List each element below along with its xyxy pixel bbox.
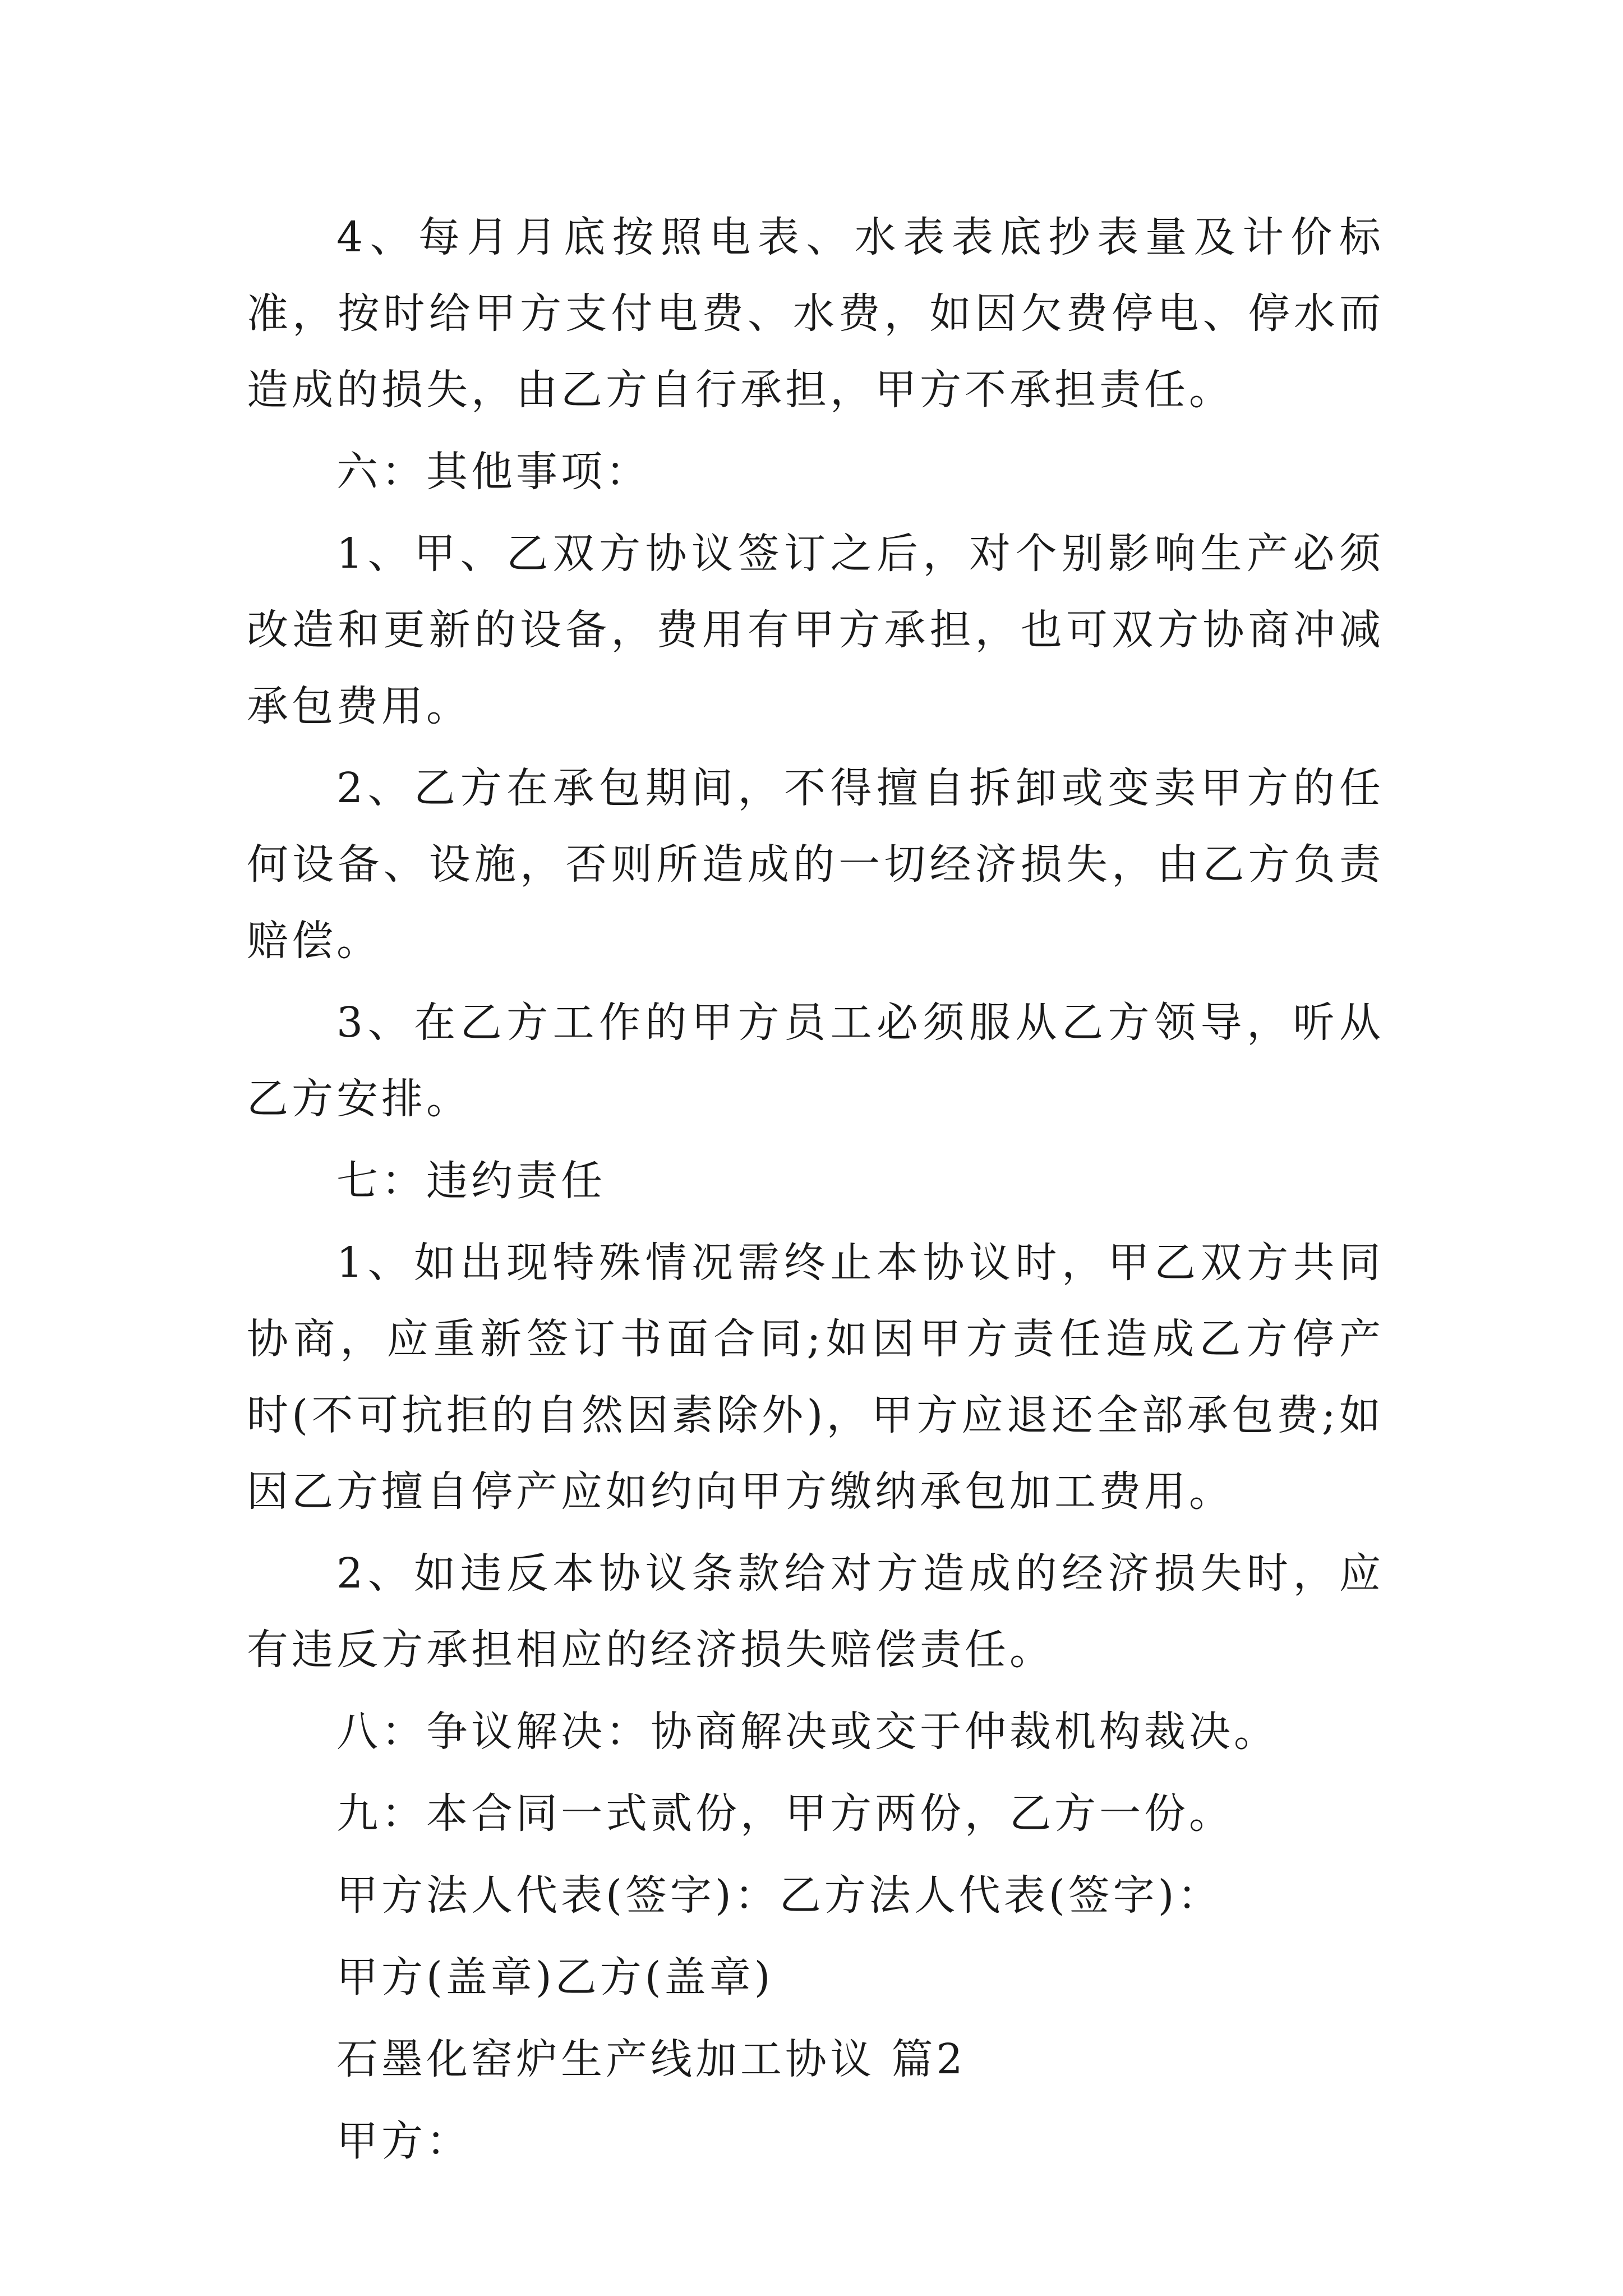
paragraph-copies: 九：本合同一式贰份，甲方两份，乙方一份。 bbox=[336, 1789, 1234, 1838]
paragraph-other-3-staff: 3、在乙方工作的甲方员工必须服从乙方领导，听从乙方安排。 bbox=[247, 999, 1384, 1123]
paragraph-clause-4-utilities: 4、每月月底按照电表、水表表底抄表量及计价标准，按时给甲方支付电费、水费，如因欠费停电、停水而造成的损失，由乙方自行承担，甲方不承担责任。 bbox=[247, 213, 1384, 414]
paragraph-dispute-resolution: 八：争议解决：协商解决或交于仲裁机构裁决。 bbox=[336, 1708, 1279, 1756]
section-title-agreement-2: 石墨化窑炉生产线加工协议 篇2 bbox=[336, 2035, 966, 2083]
heading-other-matters: 六：其他事项： bbox=[336, 448, 651, 496]
heading-breach-liability: 七：违约责任 bbox=[336, 1157, 606, 1205]
paragraph-other-2-no-dismantling: 2、乙方在承包期间，不得擅自拆卸或变卖甲方的任何设备、设施，否则所造成的一切经济损失，由乙方负责赔偿。 bbox=[247, 764, 1384, 965]
document-body bbox=[247, 199, 1384, 2179]
paragraph-breach-2-compensation: 2、如违反本协议条款给对方造成的经济损失时，应有违反方承担相应的经济损失赔偿责任。 bbox=[247, 1549, 1384, 1674]
paragraph-breach-1-termination: 1、如出现特殊情况需终止本协议时，甲乙双方共同协商，应重新签订书面合同;如因甲方责任造成乙方停产时(不可抗拒的自然因素除外)，甲方应退还全部承包费;如因乙方擅自停产应如约向甲方缴纳承包加工费用。 bbox=[247, 1239, 1384, 1516]
signature-line-seals: 甲方(盖章)乙方(盖章) bbox=[336, 1953, 774, 2001]
signature-line-representatives: 甲方法人代表(签字)：乙方法人代表(签字)： bbox=[336, 1871, 1223, 1920]
party-a-label: 甲方： bbox=[336, 2117, 471, 2165]
paragraph-other-1-equipment: 1、甲、乙双方协议签订之后，对个别影响生产必须改造和更新的设备，费用有甲方承担，也可双方协商冲减承包费用。 bbox=[247, 530, 1384, 730]
